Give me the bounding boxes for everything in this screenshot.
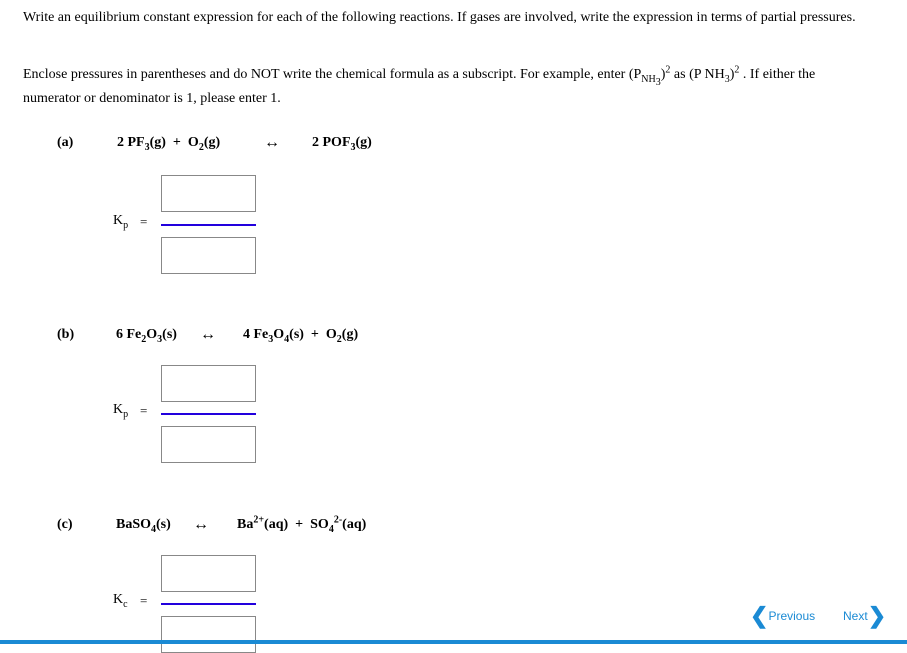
bottom-bar (0, 640, 907, 644)
previous-button[interactable]: ❮Previous (750, 603, 816, 628)
k-label: $K_c$ (113, 592, 128, 610)
equilibrium-arrow-icon: ↔ (200, 326, 216, 343)
formula-segment: (aq) (342, 517, 367, 532)
formula-segment: 4 Fe (243, 327, 269, 342)
formula-segment: O (146, 327, 158, 342)
reactants (117, 135, 220, 151)
formula-segment: (g) (341, 327, 359, 342)
k-label: $K_p$ (113, 213, 129, 231)
formula-segment: O (273, 327, 285, 342)
formula-segment: 2- (333, 514, 343, 526)
formula-segment: (s) (156, 517, 171, 532)
problem-label: (a) (57, 135, 74, 150)
numerator-input[interactable] (161, 555, 256, 592)
formula-segment: 3 (268, 333, 274, 345)
equals-sign: = (140, 403, 148, 418)
numerator-input[interactable] (161, 365, 256, 402)
equilibrium-arrow-icon: ↔ (193, 516, 209, 533)
formula-segment: BaSO (116, 517, 152, 532)
equals-sign: = (140, 214, 148, 229)
formula-segment: 4 (284, 333, 290, 345)
k-label: $K_p$ (113, 402, 129, 420)
formula-segment: 2 (141, 333, 147, 345)
formula-segment: 2 PF (117, 135, 145, 150)
fraction-line (161, 603, 256, 605)
formula-segment: Ba (237, 517, 254, 532)
problem-label: (c) (57, 517, 73, 532)
instructions-note: Enclose pressures in parentheses and do NOT write the chemical formula as a subscript. For example, enter $(P_{NH_3})^2$ as (P $NH_3)^2$ . If either the numerator or denominator is 1, please enter 1. (23, 64, 816, 106)
products (243, 327, 358, 343)
numerator-input[interactable] (161, 175, 256, 212)
denominator-input[interactable] (161, 426, 256, 463)
formula-segment: 4 (328, 523, 334, 535)
formula-segment: 3 (157, 333, 163, 345)
problem-label: (b) (57, 327, 75, 342)
products (237, 514, 367, 535)
products (312, 135, 372, 151)
reactants (116, 327, 177, 343)
equilibrium-arrow-icon: ↔ (264, 134, 280, 151)
instructions-text: Write an equilibrium constant expression for each of the following reactions. If gases are involved, write the expression in terms of partial pressures. (23, 10, 856, 25)
formula-segment: (g) (203, 135, 221, 150)
formula-segment: (s) + O (289, 327, 337, 342)
formula-segment: 6 Fe (116, 327, 142, 342)
fraction-line (161, 224, 256, 226)
chevron-right-icon: ❯ (867, 603, 887, 628)
formula-segment: (g) + O (149, 135, 199, 150)
fraction-line (161, 413, 256, 415)
formula-segment: (s) (162, 327, 177, 342)
denominator-input[interactable] (161, 616, 256, 653)
equals-sign: = (140, 593, 148, 608)
chevron-left-icon: ❮ (750, 603, 769, 628)
formula-segment: 4 (151, 523, 157, 535)
next-button[interactable]: Next❯ (843, 603, 887, 628)
formula-segment: 3 (144, 141, 150, 153)
formula-segment: 2+ (253, 514, 265, 526)
formula-segment: (aq) + SO (264, 517, 329, 532)
formula-segment: 3 (350, 141, 356, 153)
denominator-input[interactable] (161, 237, 256, 274)
formula-segment: 2 (336, 333, 342, 345)
formula-segment: 2 POF (312, 135, 351, 150)
reactants (116, 517, 171, 533)
formula-segment: 2 (198, 141, 204, 153)
formula-segment: (g) (355, 135, 372, 150)
